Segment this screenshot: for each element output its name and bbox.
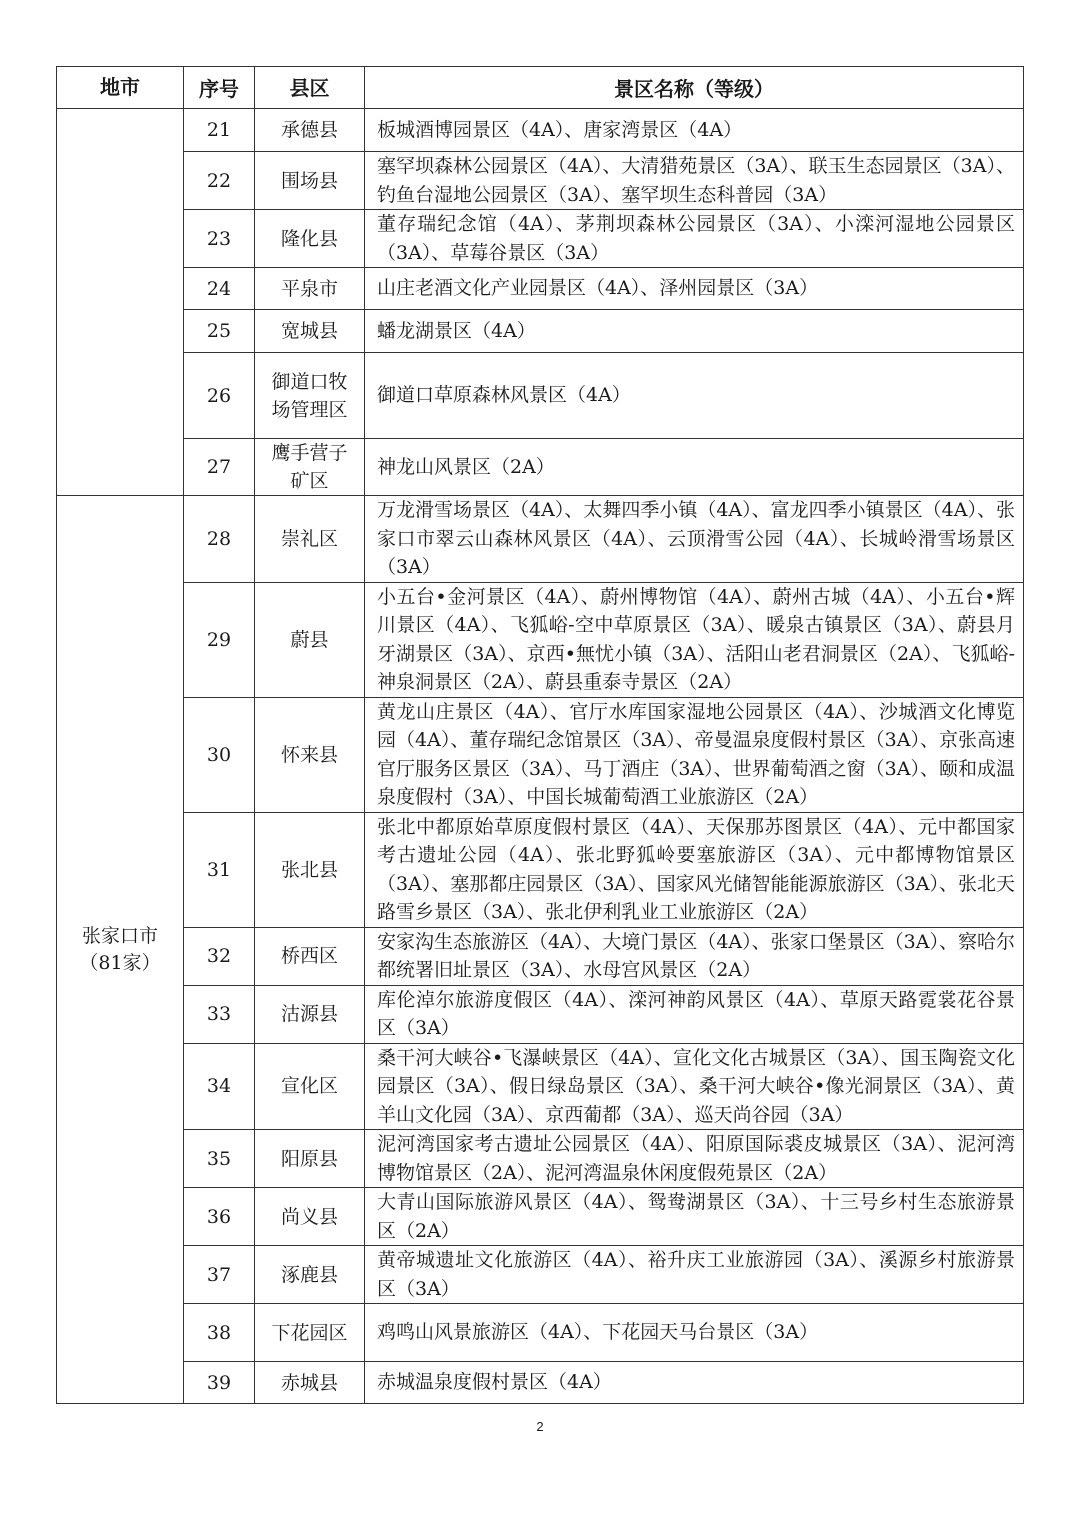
row-number: 21 xyxy=(184,109,255,152)
scenic-spots-cell: 御道口草原森林风景区（4A） xyxy=(365,353,1024,439)
scenic-spots-cell: 大青山国际旅游风景区（4A）、鸳鸯湖景区（3A）、十三号乡村生态旅游景区（2A） xyxy=(365,1188,1024,1246)
county-cell: 围场县 xyxy=(255,152,365,210)
scenic-spots-cell: 张北中都原始草原度假村景区（4A）、天保那苏图景区（4A）、元中都国家考古遗址公园（4A）、张北野狐岭要塞旅游区（3A）、元中都博物馆景区（3A）、塞那都庄园景区（3A）、国家风光储智能能源旅游区（3A）、张北天路雪乡景区（3A）、张北伊利乳业工业旅游区（2A） xyxy=(365,812,1024,927)
row-number: 33 xyxy=(184,985,255,1043)
row-number: 38 xyxy=(184,1304,255,1362)
scenic-spots-cell: 塞罕坝森林公园景区（4A）、大清猎苑景区（3A）、联玉生态园景区（3A）、钓鱼台湿地公园景区（3A）、塞罕坝生态科普园（3A） xyxy=(365,152,1024,210)
city-cell-zhangjiakou: 张家口市（81家） xyxy=(57,496,184,1404)
scenic-spots-cell: 蟠龙湖景区（4A） xyxy=(365,310,1024,353)
table-row xyxy=(57,1304,1024,1362)
row-number: 22 xyxy=(184,152,255,210)
table-row xyxy=(57,582,1024,697)
scenic-spots-cell: 赤城温泉度假村景区（4A） xyxy=(365,1362,1024,1404)
row-number: 34 xyxy=(184,1043,255,1130)
row-number: 31 xyxy=(184,812,255,927)
table-row xyxy=(57,109,1024,152)
table-row xyxy=(57,210,1024,268)
header-number: 序号 xyxy=(184,67,255,109)
city-cell-chengde xyxy=(57,109,184,496)
county-cell: 怀来县 xyxy=(255,697,365,812)
scenic-spots-cell: 董存瑞纪念馆（4A）、茅荆坝森林公园景区（3A）、小滦河湿地公园景区（3A）、草莓谷景区（3A） xyxy=(365,210,1024,268)
scenic-spots-cell: 鸡鸣山风景旅游区（4A）、下花园天马台景区（3A） xyxy=(365,1304,1024,1362)
county-cell: 蔚县 xyxy=(255,582,365,697)
county-cell: 宽城县 xyxy=(255,310,365,353)
row-number: 36 xyxy=(184,1188,255,1246)
county-cell: 赤城县 xyxy=(255,1362,365,1404)
row-number: 39 xyxy=(184,1362,255,1404)
header-county: 县区 xyxy=(255,67,365,109)
table-row xyxy=(57,439,1024,496)
row-number: 28 xyxy=(184,496,255,583)
county-cell: 崇礼区 xyxy=(255,496,365,583)
row-number: 29 xyxy=(184,582,255,697)
table-row xyxy=(57,927,1024,985)
row-number: 35 xyxy=(184,1130,255,1188)
row-number: 26 xyxy=(184,353,255,439)
row-number: 30 xyxy=(184,697,255,812)
county-cell: 鹰手营子矿区 xyxy=(255,439,365,496)
scenic-spots-cell: 万龙滑雪场景区（4A）、太舞四季小镇（4A）、富龙四季小镇景区（4A）、张家口市翠云山森林风景区（4A）、云顶滑雪公园（4A）、长城岭滑雪场景区（3A） xyxy=(365,496,1024,583)
header-scenic-spots: 景区名称（等级） xyxy=(365,67,1024,109)
county-cell: 宣化区 xyxy=(255,1043,365,1130)
county-cell: 隆化县 xyxy=(255,210,365,268)
table-row xyxy=(57,310,1024,353)
scenic-spot-table xyxy=(56,66,1024,1404)
county-cell: 涿鹿县 xyxy=(255,1246,365,1304)
county-cell: 张北县 xyxy=(255,812,365,927)
table-row xyxy=(57,697,1024,812)
scenic-spots-cell: 板城酒博园景区（4A）、唐家湾景区（4A） xyxy=(365,109,1024,152)
row-number: 25 xyxy=(184,310,255,353)
table-row xyxy=(57,1188,1024,1246)
row-number: 37 xyxy=(184,1246,255,1304)
table-row xyxy=(57,353,1024,439)
table-row xyxy=(57,985,1024,1043)
county-cell: 桥西区 xyxy=(255,927,365,985)
table-row xyxy=(57,1130,1024,1188)
scenic-spots-cell: 泥河湾国家考古遗址公园景区（4A）、阳原国际裘皮城景区（3A）、泥河湾博物馆景区（2A）、泥河湾温泉休闲度假苑景区（2A） xyxy=(365,1130,1024,1188)
scenic-spots-cell: 山庄老酒文化产业园景区（4A）、泽州园景区（3A） xyxy=(365,268,1024,310)
county-cell: 阳原县 xyxy=(255,1130,365,1188)
page-number: 2 xyxy=(536,1419,544,1434)
county-cell: 平泉市 xyxy=(255,268,365,310)
scenic-spots-cell: 库伦淖尔旅游度假区（4A）、滦河神韵风景区（4A）、草原天路霓裳花谷景区（3A） xyxy=(365,985,1024,1043)
county-cell: 下花园区 xyxy=(255,1304,365,1362)
scenic-spots-cell: 黄龙山庄景区（4A）、官厅水库国家湿地公园景区（4A）、沙城酒文化博览园（4A）、董存瑞纪念馆景区（3A）、帝曼温泉度假村景区（3A）、京张高速官厅服务区景区（3A）、马丁酒庄（3A）、世界葡萄酒之窗（3A）、颐和成温泉度假村（3A）、中国长城葡萄酒工业旅游区（2A） xyxy=(365,697,1024,812)
table-row xyxy=(57,1043,1024,1130)
county-cell: 承德县 xyxy=(255,109,365,152)
scenic-spots-cell: 黄帝城遗址文化旅游区（4A）、裕升庆工业旅游园（3A）、溪源乡村旅游景区（3A） xyxy=(365,1246,1024,1304)
table-row xyxy=(57,1362,1024,1404)
header-city: 地市 xyxy=(57,67,184,109)
scenic-spots-cell: 安家沟生态旅游区（4A）、大境门景区（4A）、张家口堡景区（3A）、察哈尔都统署旧址景区（3A）、水母宫风景区（2A） xyxy=(365,927,1024,985)
row-number: 23 xyxy=(184,210,255,268)
table-row xyxy=(57,496,1024,583)
row-number: 32 xyxy=(184,927,255,985)
table-row xyxy=(57,268,1024,310)
table-row xyxy=(57,812,1024,927)
scenic-spots-cell: 神龙山风景区（2A） xyxy=(365,439,1024,496)
table-row xyxy=(57,1246,1024,1304)
county-cell: 御道口牧场管理区 xyxy=(255,353,365,439)
table-row xyxy=(57,152,1024,210)
row-number: 24 xyxy=(184,268,255,310)
scenic-spots-cell: 桑干河大峡谷•飞瀑峡景区（4A）、宣化文化古城景区（3A）、国玉陶瓷文化园景区（3A）、假日绿岛景区（3A）、桑干河大峡谷•像光洞景区（3A）、黄羊山文化园（3A）、京西葡都（3A）、巡天尚谷园（3A） xyxy=(365,1043,1024,1130)
county-cell: 尚义县 xyxy=(255,1188,365,1246)
county-cell: 沽源县 xyxy=(255,985,365,1043)
scenic-spots-cell: 小五台•金河景区（4A）、蔚州博物馆（4A）、蔚州古城（4A）、小五台•辉川景区（4A）、飞狐峪-空中草原景区（3A）、暖泉古镇景区（3A）、蔚县月牙湖景区（3A）、京西•無忧小镇（3A）、活阳山老君洞景区（2A）、飞狐峪-神泉洞景区（2A）、蔚县重泰寺景区（2A） xyxy=(365,582,1024,697)
table-header-row xyxy=(57,67,1024,109)
row-number: 27 xyxy=(184,439,255,496)
